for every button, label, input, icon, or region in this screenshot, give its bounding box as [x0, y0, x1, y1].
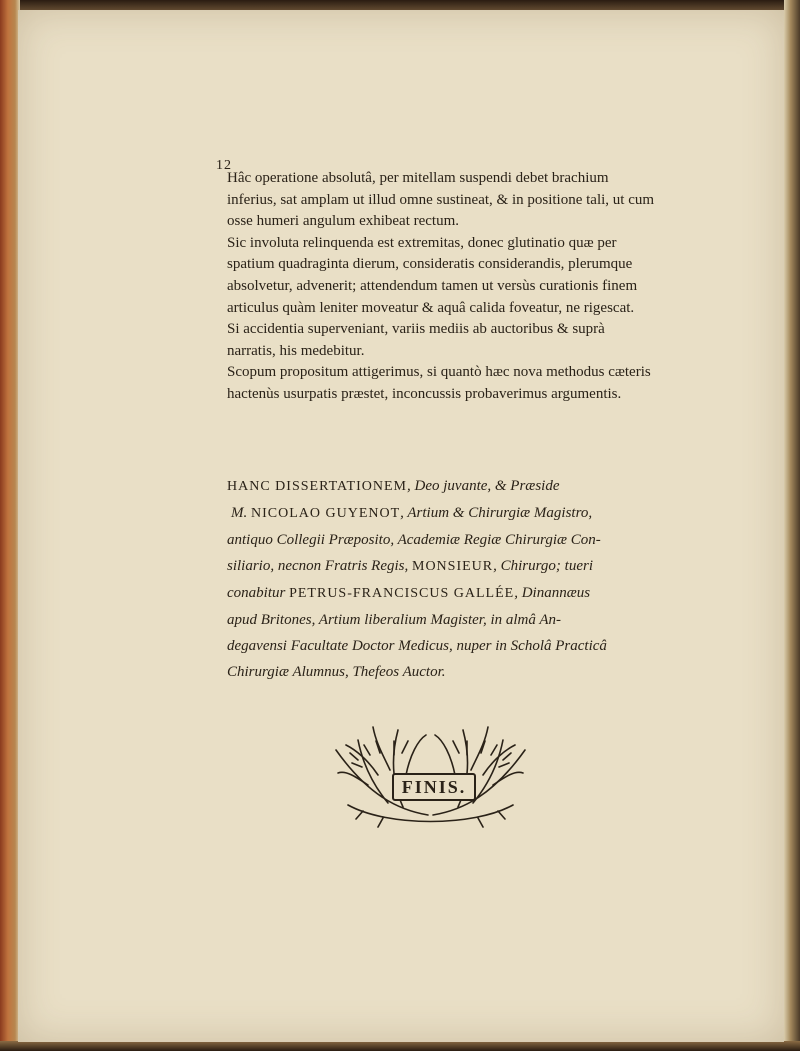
dedication-line-4-prefix: siliario, necnon Fratris Regis, — [227, 558, 409, 574]
dedication-line-2-rest: , Artium & Chirurgiæ Magistro, — [400, 505, 593, 521]
dedication-line-4 — [227, 553, 667, 580]
paragraph-2: Sic involuta relinquenda est extremitas, donec glutinatio quæ per spatium quadraginta dierum, consideratis considerandis, plerumque absolvetur, advenerit; attendendum tamen ut versùs curationis finem articulus quàm leniter moveatur & aquâ calida foveatur, ne rigescat. — [227, 234, 638, 316]
finis-label: FINIS. — [392, 773, 476, 801]
page-number: 12 — [216, 158, 232, 173]
dedication-line-6: apud Britones, Artium liberalium Magister, in almâ An- — [227, 612, 562, 628]
dedication-line-3: antiquo Collegii Præposito, Academiæ Regiæ Chirurgiæ Con- — [227, 532, 601, 548]
paragraph-4: Scopum propositum attigerimus, si quantò hæc nova methodus cæteris hactenùs usurpatis præstet, inconcussis probaverimus argumentis. — [227, 364, 651, 402]
paragraph-1: Hâc operatione absolutâ, per mitellam suspendi debet brachium inferius, sat amplam ut illud omne sustineat, & in positione tali, ut cum osse humeri angulum exhibeat rectum. — [227, 170, 655, 230]
dedication-line-4-rest: , Chirurgo; tueri — [493, 558, 593, 574]
dedication-line-1 — [227, 473, 667, 500]
dedication-opening: HANC DISSERTATIONEM — [227, 479, 407, 494]
dedication-line-2 — [227, 500, 667, 527]
book-binding-edge — [0, 0, 20, 1051]
dedication-line-5 — [227, 580, 667, 607]
monsieur-title: MONSIEUR — [412, 559, 494, 574]
dedication — [227, 473, 667, 685]
author-name: PETRUS-FRANCISCUS GALLÉE — [289, 586, 515, 601]
dedication-line-1-rest: , Deo juvante, & Præside — [407, 478, 560, 494]
dedication-line-2-prefix: M. — [231, 505, 248, 521]
book-right-edge — [784, 0, 800, 1051]
dedication-line-5-rest: , Dinannæus — [514, 585, 591, 601]
dedication-line-7: degavensi Facultate Doctor Medicus, nuper in Scholâ Practicâ — [227, 638, 607, 654]
paragraph-3: Si accidentia superveniant, variis mediis ab auctoribus & suprà narratis, his medebitur. — [227, 321, 605, 359]
dedication-line-8: Chirurgiæ Alumnus, Thefeos Auctor. — [227, 664, 446, 680]
praeses-name: NICOLAO GUYENOT — [251, 506, 401, 521]
book-bottom-edge — [0, 1041, 800, 1051]
dedication-line-5-prefix: conabitur — [227, 585, 286, 601]
body-text — [227, 168, 657, 406]
